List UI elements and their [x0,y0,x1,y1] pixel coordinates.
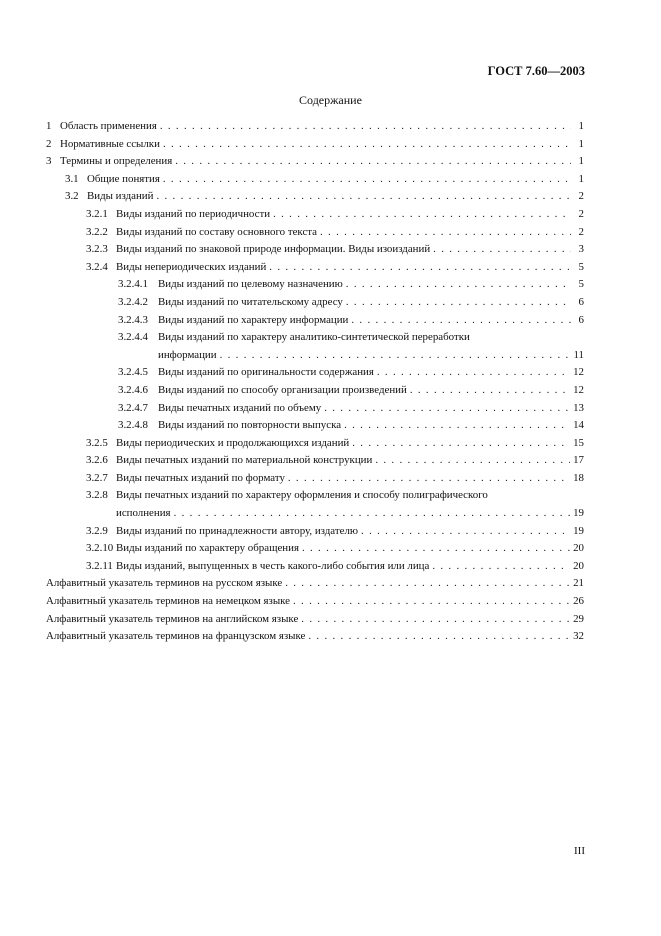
toc-entry[interactable] [46,136,584,154]
toc-entry-number: 3.2.4.4 [118,331,148,344]
toc-entry-number: 2 [46,137,52,150]
toc-entry[interactable] [46,575,584,593]
toc-entry-page: 6 [578,313,584,326]
toc-entry[interactable] [46,611,584,629]
toc-entry-title: Виды изданий по целевому назначению [158,278,343,291]
toc-entry-page: 5 [578,278,584,291]
dot-leader [163,171,571,189]
toc-entry[interactable] [46,558,584,576]
toc-entry-number: 3 [46,155,52,168]
toc-entry-title: Алфавитный указатель терминов на немецком языке [46,595,290,608]
toc-entry-number: 3.2.4.8 [118,419,148,432]
toc-entry-title: Алфавитный указатель терминов на русском языке [46,577,283,590]
toc-entry-page: 1 [578,172,584,185]
toc-entry[interactable] [46,364,584,382]
toc-entry-title: Область применения [60,120,157,132]
dot-leader [433,241,571,259]
toc-entry[interactable] [46,276,584,294]
toc-entry-title-continuation: исполнения [116,507,171,520]
toc-entry-page: 2 [578,225,584,238]
toc-entry-number: 3.2.2 [86,225,108,238]
toc-entry[interactable] [46,188,584,206]
toc-entry-page: 1 [578,155,584,168]
toc-entry-number: 3.2.5 [86,436,108,449]
toc-entry-page: 2 [578,207,584,220]
toc-entry-title: Виды изданий по характеру обращения [116,542,299,555]
toc-entry[interactable] [46,417,584,435]
toc-entry[interactable] [46,452,584,470]
toc-entry-page: 11 [573,348,584,361]
toc-entry-number: 3.2.1 [86,207,108,220]
toc-entry[interactable] [46,540,584,558]
toc-entry[interactable] [46,382,584,400]
toc-entry-number: 3.2.3 [86,243,108,256]
toc-entry-number: 3.2.4.6 [118,383,148,396]
toc-entry-page: 32 [573,630,584,643]
dot-leader [352,435,570,453]
toc-entry[interactable] [46,294,584,312]
dot-leader [302,540,570,558]
toc-entry-number: 3.2.4.2 [118,295,148,308]
dot-leader [156,188,571,206]
toc-entry-page: 29 [573,612,584,625]
toc-entry-number: 1 [46,120,52,132]
toc-entry-title: Виды изданий по знаковой природе информации. Виды изоизданий [116,243,431,256]
dot-leader [175,153,571,171]
toc-entry-page: 2 [578,190,584,203]
toc-entry[interactable] [46,470,584,488]
toc-entry[interactable] [46,259,584,277]
toc-entry[interactable] [46,435,584,453]
dot-leader [377,364,570,382]
toc-entry-number: 3.2.9 [86,524,108,537]
toc-entry-number: 3.2.4.5 [118,366,148,379]
toc-entry-title: Нормативные ссылки [60,137,160,150]
toc-entry-number: 3.1 [65,172,79,185]
toc-entry-page: 17 [573,454,584,467]
toc-entry-title: Виды изданий по способу организации произведений [158,383,407,396]
toc-entry-number: 3.2.6 [86,454,108,467]
dot-leader [346,276,571,294]
toc-entry[interactable] [46,400,584,418]
toc-entry-page: 19 [573,524,584,537]
toc-entry-page: 6 [578,295,584,308]
toc-entry-page: 18 [573,471,584,484]
toc-entry-title: Виды печатных изданий по формату [116,471,285,484]
toc-entry-title: Термины и определения [60,155,173,168]
toc-entry-page: 20 [573,559,584,572]
toc-entry[interactable] [46,593,584,611]
toc-entry[interactable] [46,153,584,171]
toc-entry[interactable] [46,241,584,259]
toc-entry-title: Виды изданий [87,190,154,203]
toc-entry[interactable] [46,523,584,541]
toc-entry[interactable] [46,171,584,189]
dot-leader [432,558,570,576]
toc-entry[interactable] [46,329,584,364]
dot-leader [346,294,571,312]
toc-entry-title: Виды изданий по принадлежности автору, издателю [116,524,359,537]
toc-entry-page: 20 [573,542,584,555]
toc-entry-title: Виды изданий по характеру информации [158,313,349,326]
dot-leader [351,312,571,330]
toc-entry-title: Виды изданий по характеру аналитико-синтетической переработки [158,331,470,344]
toc-entry-page: 26 [573,595,584,608]
page-number: III [574,845,585,857]
toc-entry-title: Виды периодических и продолжающихся изданий [116,436,350,449]
dot-leader [410,382,570,400]
toc-entry-title: Алфавитный указатель терминов на французском языке [46,630,306,643]
toc-entry-title: Виды изданий по составу основного текста [116,225,318,238]
dot-leader [301,611,570,629]
toc-entry-title-continuation: информации [158,348,217,361]
toc-entry-number: 3.2.11 [86,559,113,572]
toc-entry-number: 3.2.4.7 [118,401,148,414]
toc-entry-number: 3.2.4.1 [118,278,148,291]
toc-entry-title: Алфавитный указатель терминов на английском языке [46,612,299,625]
dot-leader [220,347,571,365]
toc-entry-title: Виды изданий по периодичности [116,207,271,220]
dot-leader [320,224,571,242]
page-title: Содержание [299,93,362,107]
dot-leader [375,452,570,470]
toc-entry-number: 3.2.4.3 [118,313,148,326]
toc-entry-title: Виды непериодических изданий [116,260,267,273]
toc-entry-page: 12 [573,383,584,396]
toc-entry-page: 14 [573,419,584,432]
toc-entry-number: 3.2.10 [86,542,114,555]
toc-entry[interactable] [46,487,584,522]
toc-entry-page: 5 [578,260,584,273]
dot-leader [163,136,571,154]
table-of-contents [46,118,584,646]
toc-entry-title: Виды печатных изданий по материальной конструкции [116,454,373,467]
toc-entry-title: Общие понятия [87,172,160,185]
toc-entry[interactable] [46,118,584,136]
toc-entry-title: Виды изданий по оригинальности содержания [158,366,374,379]
dot-leader [269,259,571,277]
toc-entry-page: 21 [573,577,584,590]
toc-entry-title: Виды печатных изданий по объему [158,401,322,414]
toc-entry-number: 3.2.7 [86,471,108,484]
dot-leader [160,118,571,136]
dot-leader [288,470,570,488]
dot-leader [174,505,571,523]
toc-entry-title: Виды печатных изданий по характеру оформления и способу полиграфического [116,489,488,502]
toc-entry-number: 3.2.4 [86,260,108,273]
dot-leader [293,593,570,611]
dot-leader [273,206,571,224]
dot-leader [285,575,570,593]
toc-entry-title: Виды изданий по повторности выпуска [158,419,342,432]
dot-leader [308,628,570,646]
toc-entry[interactable] [46,628,584,646]
toc-entry-page: 3 [578,243,584,256]
dot-leader [324,400,570,418]
document-code: ГОСТ 7.60—2003 [487,64,585,78]
toc-entry-page: 19 [573,507,584,520]
toc-entry[interactable] [46,206,584,224]
toc-entry-title: Виды изданий, выпущенных в честь какого-либо события или лица [116,559,430,572]
toc-entry-page: 15 [573,436,584,449]
toc-entry-page: 13 [573,401,584,414]
toc-entry-number: 3.2.8 [86,489,108,502]
toc-entry[interactable] [46,224,584,242]
toc-entry-number: 3.2 [65,190,79,203]
dot-leader [344,417,570,435]
toc-entry-page: 1 [578,137,584,150]
toc-entry-title: Виды изданий по читательскому адресу [158,295,343,308]
toc-entry[interactable] [46,312,584,330]
toc-entry-page: 12 [573,366,584,379]
dot-leader [361,523,570,541]
toc-entry-page: 1 [578,120,584,132]
